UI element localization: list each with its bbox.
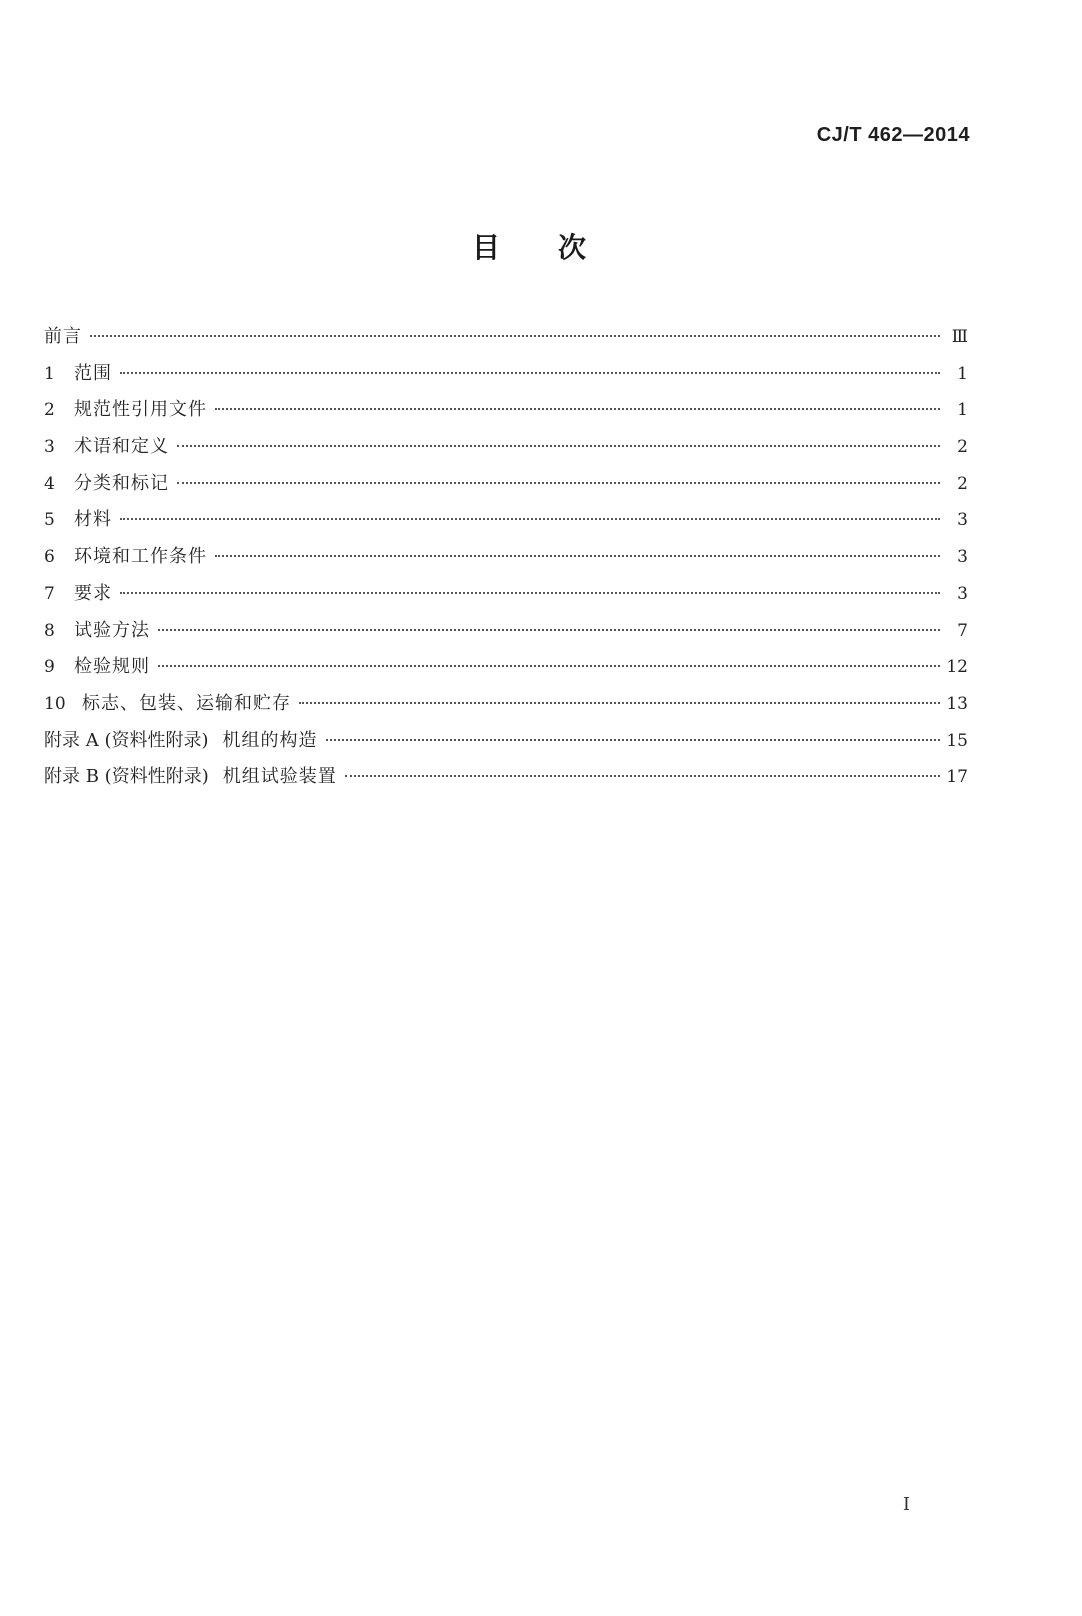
toc-entry-text: 要求 <box>74 582 112 604</box>
toc-entry-3[interactable] <box>44 432 968 469</box>
dot-leader <box>90 335 940 337</box>
toc-section-number: 2 <box>44 400 55 421</box>
toc-section-number: 8 <box>44 620 55 641</box>
dot-leader <box>177 482 940 484</box>
toc-page-number: 17 <box>946 767 968 788</box>
toc-annex-title: 机组的构造 <box>222 729 318 751</box>
toc-page-number: 3 <box>957 547 968 568</box>
dot-leader <box>158 665 940 667</box>
dot-leader <box>177 445 940 447</box>
toc-section-number: 10 <box>44 693 66 714</box>
toc-section-number: 9 <box>44 657 55 678</box>
toc-entry-text: 前言 <box>44 326 82 347</box>
toc-page-number: 2 <box>957 473 968 494</box>
toc-entry-5[interactable] <box>44 505 968 542</box>
dot-leader <box>120 592 940 594</box>
dot-leader <box>215 555 940 557</box>
toc-entry-7[interactable] <box>44 579 968 616</box>
toc-page-number: 1 <box>957 363 968 384</box>
toc-page-number: 13 <box>946 693 968 714</box>
toc-section-number: 1 <box>44 363 55 384</box>
toc-entry-10[interactable] <box>44 689 968 726</box>
dot-leader <box>120 372 940 374</box>
dot-leader <box>345 775 940 777</box>
document-code: CJ/T 462—2014 <box>816 124 970 146</box>
toc-entry-1[interactable] <box>44 359 968 396</box>
toc-entry-text: 环境和工作条件 <box>74 546 207 568</box>
table-of-contents <box>44 322 968 799</box>
toc-entry-text: 标志、包装、运输和贮存 <box>82 692 291 714</box>
toc-section-number: 4 <box>44 473 55 494</box>
toc-entry-8[interactable] <box>44 616 968 653</box>
toc-entry-text: 范围 <box>74 362 112 384</box>
toc-page-number: 12 <box>946 657 968 678</box>
toc-page-number: 3 <box>957 510 968 531</box>
page-number: I <box>902 1494 910 1515</box>
toc-section-number: 7 <box>44 583 55 604</box>
toc-entry-2[interactable] <box>44 395 968 432</box>
toc-page-number: 15 <box>946 730 968 751</box>
toc-annex-title: 机组试验装置 <box>222 766 337 788</box>
toc-entry-annex-b[interactable] <box>44 762 968 799</box>
toc-page-number: Ⅲ <box>951 327 968 347</box>
toc-entry-text: 分类和标记 <box>74 472 169 494</box>
toc-entry-text: 规范性引用文件 <box>74 399 207 421</box>
toc-entry-annex-a[interactable] <box>44 726 968 763</box>
toc-section-number: 5 <box>44 510 55 531</box>
toc-page-number: 7 <box>957 620 968 641</box>
toc-entry-text: 术语和定义 <box>74 436 169 458</box>
dot-leader <box>299 702 940 704</box>
toc-section-number: 3 <box>44 437 55 458</box>
toc-page-number: 2 <box>957 437 968 458</box>
toc-annex-label: 附录 A (资料性附录) <box>44 729 209 751</box>
toc-entry-text: 材料 <box>74 509 112 531</box>
toc-entry-text: 检验规则 <box>74 656 150 678</box>
toc-entry-text: 试验方法 <box>74 619 150 641</box>
toc-annex-label: 附录 B (资料性附录) <box>44 766 209 788</box>
dot-leader <box>215 408 940 410</box>
toc-title: 目次 <box>471 231 644 264</box>
toc-entry-6[interactable] <box>44 542 968 579</box>
dot-leader <box>158 629 940 631</box>
toc-entry-4[interactable] <box>44 469 968 506</box>
toc-entry-9[interactable] <box>44 652 968 689</box>
toc-page-number: 3 <box>957 583 968 604</box>
dot-leader <box>326 739 941 741</box>
dot-leader <box>120 518 940 520</box>
toc-entry-foreword[interactable] <box>44 322 968 359</box>
toc-page-number: 1 <box>957 400 968 421</box>
toc-section-number: 6 <box>44 547 55 568</box>
